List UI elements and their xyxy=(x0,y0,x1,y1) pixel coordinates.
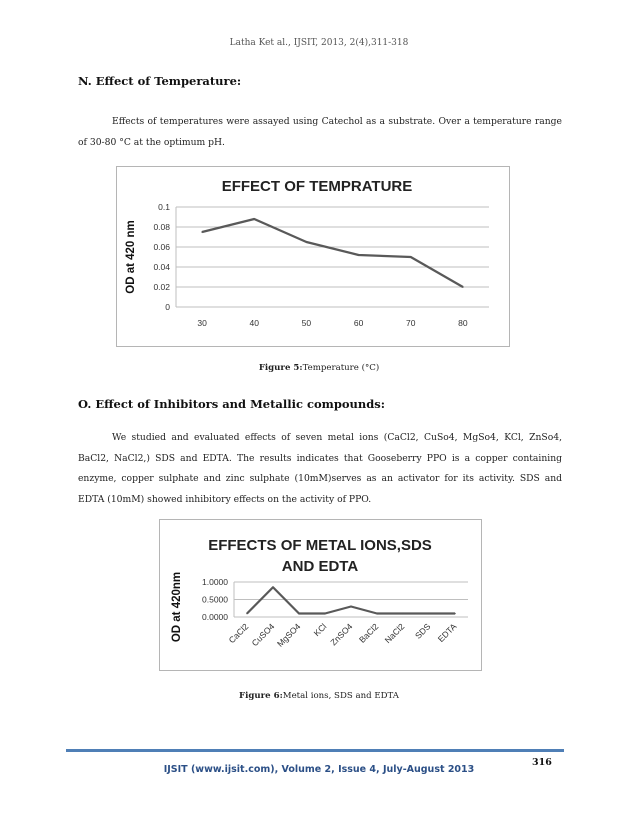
x-tick-label: MgSO4 xyxy=(274,621,303,649)
y-axis-label: OD at 420nm xyxy=(171,571,183,643)
data-point xyxy=(253,218,255,220)
temperature-chart-svg xyxy=(117,167,509,346)
data-point xyxy=(324,613,326,615)
figure-5-text: Temperature (°C) xyxy=(302,363,380,373)
data-point xyxy=(201,231,203,233)
data-point xyxy=(402,613,404,615)
y-tick-label: 0.08 xyxy=(153,222,170,232)
figure-6-text: Metal ions, SDS and EDTA xyxy=(282,691,399,701)
figure-6-caption xyxy=(0,691,638,701)
figure-6-label: Figure 6: xyxy=(239,691,283,701)
page-number: 316 xyxy=(532,757,552,768)
y-tick-label: 0.04 xyxy=(153,262,170,272)
data-point xyxy=(462,286,464,288)
data-point xyxy=(454,613,456,615)
data-point xyxy=(358,254,360,256)
metal-ions-chart-svg xyxy=(160,520,481,670)
section-n-paragraph xyxy=(78,112,562,153)
x-tick-label: NaCl2 xyxy=(382,621,407,646)
footer-rule xyxy=(66,749,564,752)
x-tick-label: SDS xyxy=(412,621,433,641)
metal-ions-chart xyxy=(159,519,482,671)
series-line xyxy=(247,587,455,613)
figure-5-caption xyxy=(0,363,638,373)
x-tick-label: ZnSO4 xyxy=(328,621,355,648)
y-tick-label: 0.5000 xyxy=(202,594,228,605)
chart-title: EFFECT OF TEMPRATURE xyxy=(221,178,413,195)
x-tick-label: EDTA xyxy=(435,621,459,645)
x-tick-label: 50 xyxy=(301,318,312,328)
series-line xyxy=(202,219,463,287)
x-tick-label: 40 xyxy=(249,318,259,328)
data-point xyxy=(428,613,430,615)
x-tick-label: CuSO4 xyxy=(249,621,277,649)
data-point xyxy=(350,606,352,608)
data-point xyxy=(410,256,412,258)
section-o-text: We studied and evaluated effects of seven metal ions (CaCl2, CuSo4, MgSo4, KCl, ZnSo4, BaCl2, NaCl2,) SDS and EDTA. The results indicates that Gooseberry PPO is a copper containing enzyme, copper sulphate and zinc sulphate (10mM)serves as an activator for its activity. SDS and EDTA (10mM) showed inhibitory effects on the activity of PPO. xyxy=(78,432,562,505)
data-point xyxy=(298,613,300,615)
x-tick-label: 70 xyxy=(406,318,416,328)
y-tick-label: 0.06 xyxy=(153,242,170,252)
chart-title: AND EDTA xyxy=(281,558,359,575)
journal-footer: IJSIT (www.ijsit.com), Volume 2, Issue 4, July-August 2013 xyxy=(163,764,475,775)
section-o-title: O. Effect of Inhibitors and Metallic compounds: xyxy=(78,397,386,411)
y-tick-label: 0 xyxy=(165,302,170,312)
figure-5-label: Figure 5: xyxy=(258,363,303,373)
x-tick-label: 60 xyxy=(353,318,364,328)
chart-title: EFFECTS OF METAL IONS,SDS xyxy=(208,537,432,554)
data-point xyxy=(376,613,378,615)
y-tick-label: 0.02 xyxy=(153,282,170,292)
y-tick-label: 0.1 xyxy=(158,202,170,212)
section-o-paragraph xyxy=(78,428,562,510)
section-n-title: N. Effect of Temperature: xyxy=(78,74,242,88)
x-tick-label: BaCl2 xyxy=(356,621,381,645)
x-tick-label: KCl xyxy=(311,621,329,639)
x-tick-label: CaCl2 xyxy=(226,621,251,646)
running-head: Latha Ket al., IJSIT, 2013, 2(4),311-318 xyxy=(229,38,409,48)
temperature-chart xyxy=(116,166,510,347)
x-tick-label: 30 xyxy=(197,318,207,328)
data-point xyxy=(246,613,248,615)
y-tick-label: 1.0000 xyxy=(202,577,228,587)
y-axis-label: OD at 420 nm xyxy=(125,220,137,294)
x-tick-label: 80 xyxy=(458,318,468,328)
data-point xyxy=(272,586,274,588)
y-tick-label: 0.0000 xyxy=(202,612,228,622)
data-point xyxy=(306,241,308,243)
section-n-text: Effects of temperatures were assayed using Catechol as a substrate. Over a temperature range of 30-80 °C at the optimum pH. xyxy=(78,116,562,148)
